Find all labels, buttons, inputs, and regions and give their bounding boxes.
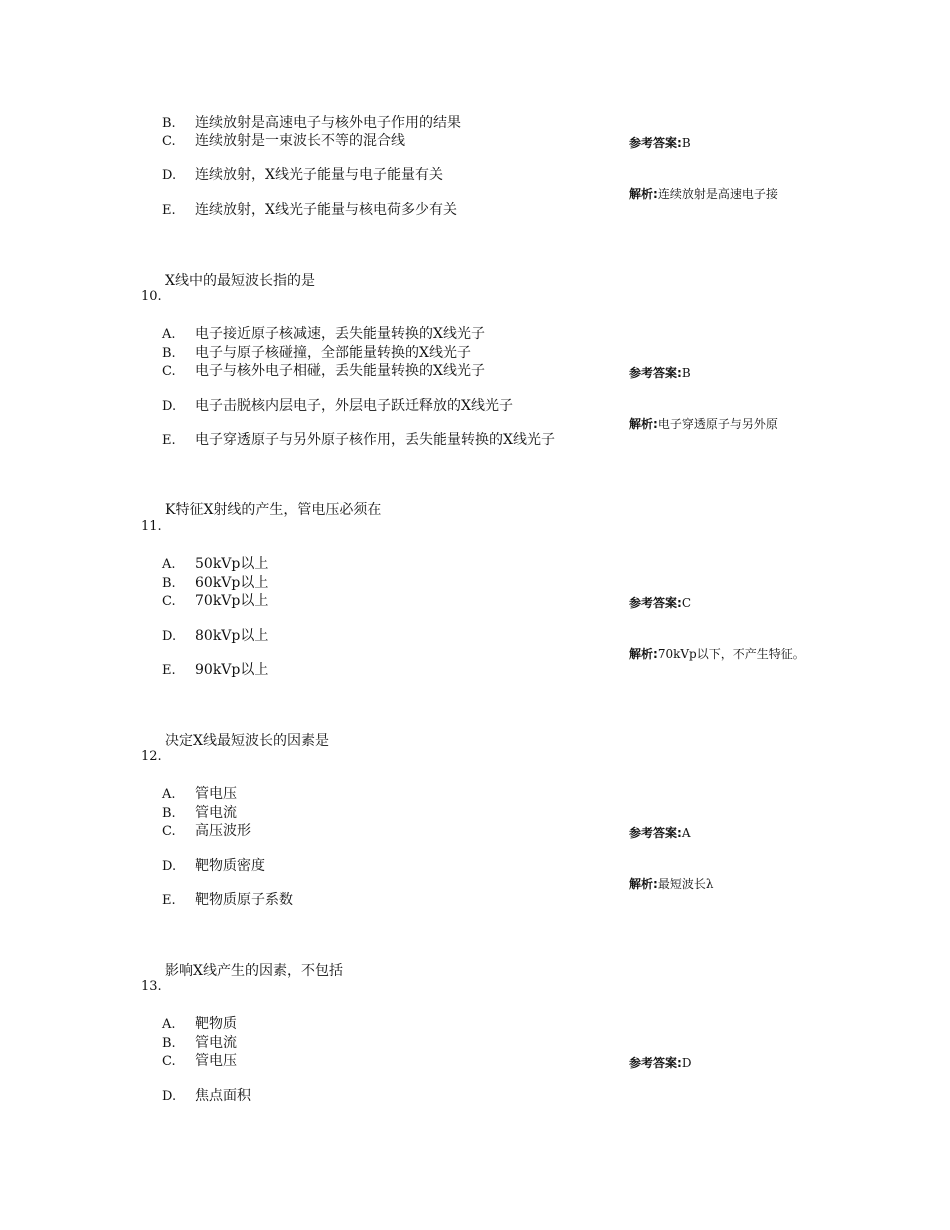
option-b: B. 60kVp以上: [162, 575, 269, 591]
reference-answer: 参考答案:D: [629, 1056, 692, 1070]
option-a: A. 电子接近原子核减速，丢失能量转换的X线光子: [162, 326, 485, 342]
option-a: A. 50kVp以上: [162, 556, 269, 572]
option-c: C. 管电压: [162, 1053, 237, 1069]
option-d: D. 靶物质密度: [162, 858, 265, 874]
analysis: 解析:最短波长λ: [629, 877, 714, 891]
question-stem: X线中的最短波长指的是: [165, 273, 315, 289]
option-c: C. 70kVp以上: [162, 593, 269, 609]
question-number: 13.: [141, 979, 162, 994]
option-d: D. 80kVp以上: [162, 628, 269, 644]
question-stem: K特征X射线的产生，管电压必须在: [165, 502, 382, 518]
option-b: B. 管电流: [162, 805, 237, 821]
option-d: D. 焦点面积: [162, 1088, 251, 1104]
reference-answer: 参考答案:A: [629, 826, 691, 840]
option-e: E. 90kVp以上: [162, 662, 269, 678]
question-number: 12.: [141, 749, 162, 764]
analysis: 解析:电子穿透原子与另外原: [629, 417, 778, 431]
reference-answer: 参考答案:B: [629, 366, 691, 380]
option-c: C. 连续放射是一束波长不等的混合线: [162, 133, 405, 149]
question-number: 11.: [141, 519, 162, 534]
option-e: E. 连续放射，X线光子能量与核电荷多少有关: [162, 202, 457, 218]
option-a: A. 管电压: [162, 786, 237, 802]
option-e: E. 电子穿透原子与另外原子核作用，丢失能量转换的X线光子: [162, 432, 555, 448]
option-b: B. 管电流: [162, 1035, 237, 1051]
option-d: D. 电子击脱核内层电子，外层电子跃迁释放的X线光子: [162, 398, 513, 414]
option-c: C. 高压波形: [162, 823, 251, 839]
option-a: A. 靶物质: [162, 1016, 237, 1032]
question-number: 10.: [141, 289, 162, 304]
option-b: B. 电子与原子核碰撞，全部能量转换的X线光子: [162, 345, 471, 361]
option-c: C. 电子与核外电子相碰，丢失能量转换的X线光子: [162, 363, 485, 379]
question-stem: 决定X线最短波长的因素是: [165, 733, 329, 749]
option-b: B. 连续放射是高速电子与核外电子作用的结果: [162, 115, 461, 131]
reference-answer: 参考答案:B: [629, 136, 691, 150]
option-d: D. 连续放射，X线光子能量与电子能量有关: [162, 167, 443, 183]
analysis: 解析:70kVp以下，不产生特征。: [629, 647, 805, 661]
reference-answer: 参考答案:C: [629, 596, 692, 610]
option-e: E. 靶物质原子系数: [162, 892, 293, 908]
analysis: 解析:连续放射是高速电子接: [629, 187, 778, 201]
question-stem: 影响X线产生的因素，不包括: [165, 963, 343, 979]
